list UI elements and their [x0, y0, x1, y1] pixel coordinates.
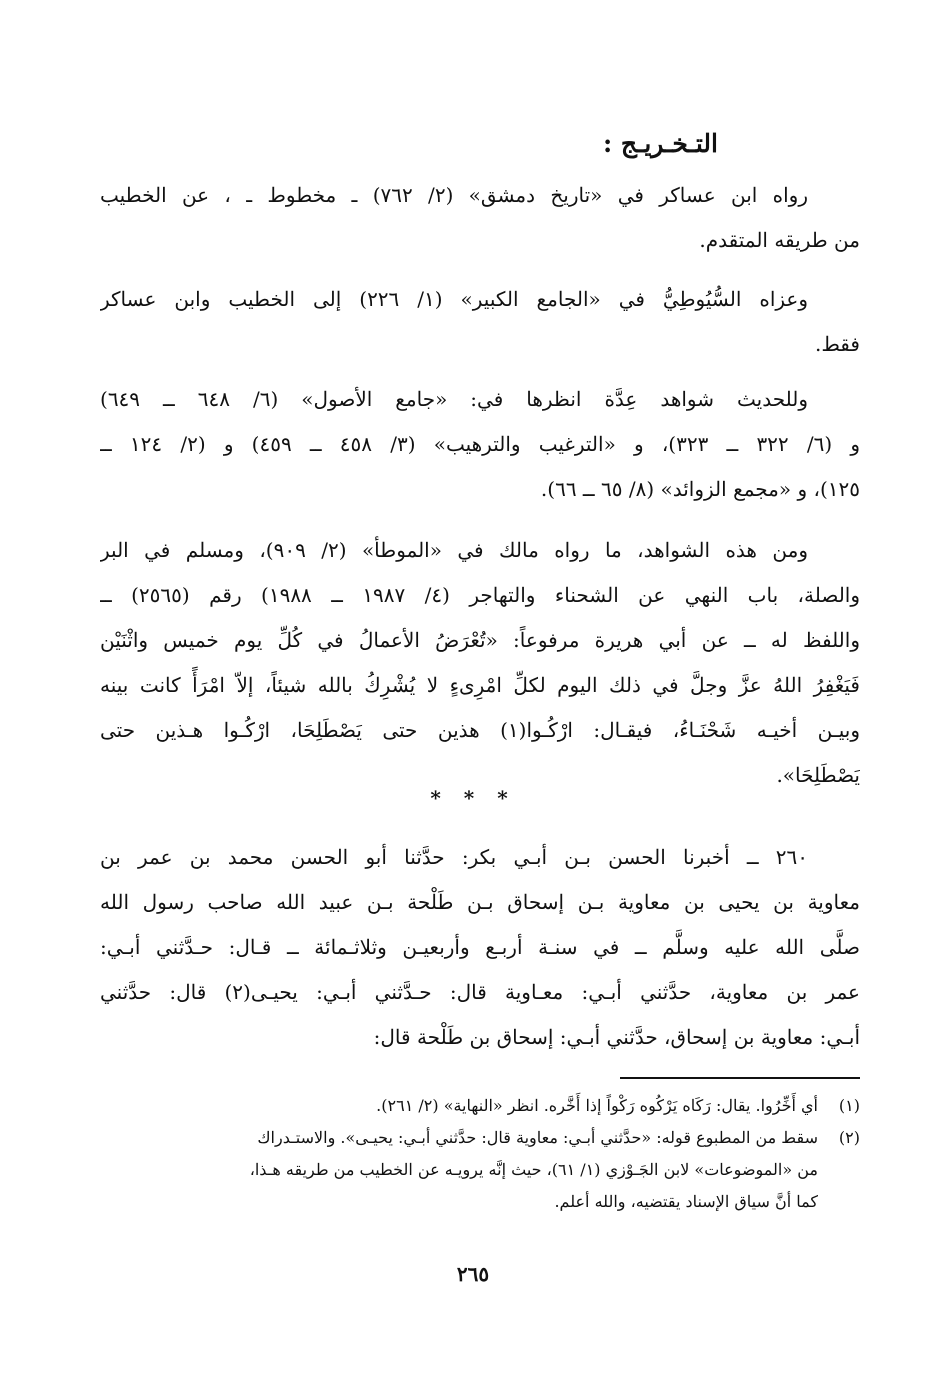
text-line: ومن هذه الشواهد، ما رواه مالك في «الموطأ» (٢/ ٩٠٩)، ومسلم في البر — [100, 538, 808, 562]
footnote-number: (٢) — [838, 1128, 860, 1147]
text-line: واللفظ له ــ عن أبي هريرة مرفوعاً: «تُعْرَضُ الأعمالُ في كُلِّ يوم خميس واثْنَيْن — [100, 628, 860, 652]
footnote-text: من «الموضوعات» لابن الجَـوْزي (١/ ٦١)، حيث إنَّه يرويـه عن الخطيب من طريقه هـذا، — [249, 1160, 818, 1179]
text-line: من طريقه المتقدم. — [699, 228, 860, 252]
text-line: أبـي: معاوية بن إسحاق، حدَّثني أبـي: إسحاق بن طَلْحة قال: — [373, 1025, 860, 1049]
footnote-text: أي أَخِّرُوا. يقال: رَكَاه يَرْكُوه رَكْواً إذا أَخَّره. انظر «النهاية» (٢/ ٢٦١). — [376, 1096, 818, 1115]
section-heading: التـخـريـج : — [602, 129, 718, 158]
text-line: و (٦/ ٣٢٢ ــ ٣٢٣)، و «الترغيب والترهيب» (٣/ ٤٥٨ ــ ٤٥٩) و (٢/ ١٢٤ ــ — [100, 432, 860, 456]
text-line: صلَّى الله عليه وسلَّم ــ في سنـة أربـع وأربعيـن وثلاثـمائة ــ قـال: حـدَّثني أبـي: — [100, 935, 860, 959]
page-number: ٢٦٥ — [456, 1262, 490, 1286]
footnote-divider — [620, 1077, 860, 1079]
text-line: ٢٦٠ ــ أخبرنا الحسن بـن أبـي بكر: حدَّثنا أبو الحسن محمد بن عمر بن — [100, 845, 808, 869]
text-line: فَيَغْفِرُ اللهُ عزَّ وجلَّ في ذلك اليوم لكلِّ امْرِىءٍ لا يُشْرِكُ بالله شيئاً، إلاّ امْرَأً كانت بينه — [100, 673, 860, 697]
paragraph-attribution — [100, 277, 860, 367]
footnote-1 — [100, 1090, 860, 1122]
text-line: ١٢٥)، و «مجمع الزوائد» (٨/ ٦٥ ــ ٦٦). — [540, 477, 860, 501]
text-line: رواه ابن عساكر في «تاريخ دمشق» (٢/ ٧٦٢) ـ مخطوط ـ ، عن الخطيب — [100, 183, 808, 207]
footnotes — [100, 1090, 860, 1218]
text-line: والصلة، باب النهي عن الشحناء والتهاجر (٤/ ١٩٨٧ ــ ١٩٨٨) رقم (٢٥٦٥) ــ — [100, 583, 860, 607]
text-line: فقط. — [814, 332, 860, 356]
text-line: معاوية بن يحيى بن معاوية بـن إسحاق بـن طَلْحة بـن عبيد الله صاحب رسول الله — [100, 890, 860, 914]
paragraph-hadith — [100, 528, 860, 798]
text-line: وعزاه السُّيُوطِيُّ في «الجامع الكبير» (١/ ٢٢٦) إلى الخطيب وابن عساكر — [100, 287, 808, 311]
text-line: وللحديث شواهد عِدَّة انظرها في: «جامع الأصول» (٦/ ٦٤٨ ــ ٦٤٩) — [100, 387, 808, 411]
footnote-number: (١) — [838, 1096, 860, 1115]
footnote-2 — [100, 1122, 860, 1154]
paragraph-narration-260 — [100, 835, 860, 1060]
footnote-text: كما أنَّ سياق الإسناد يقتضيه، والله أعلم. — [554, 1192, 818, 1211]
text-line: وبيـن أخيـه شَحْنَـاءُ، فيقـال: ارْكُـوا(١) هذين حتى يَصْطَلِحَا، ارْكُـوا هـذين حتى — [100, 718, 860, 742]
text-line: يَصْطَلِحَا». — [776, 763, 860, 787]
section-separator: * * * — [430, 786, 516, 810]
paragraph-witnesses — [100, 377, 860, 512]
paragraph-sources — [100, 173, 860, 263]
footnote-text: سقط من المطبوع قوله: «حدَّثني أبـي: معاوية قال: حدَّثني أبـي: يحيـى». والاستـدراك — [257, 1128, 818, 1147]
text-line: عمر بن معاوية، حدَّثني أبـي: معـاوية قال: حـدَّثني أبـي: يحيـى(٢) قال: حدَّثني — [100, 980, 860, 1004]
